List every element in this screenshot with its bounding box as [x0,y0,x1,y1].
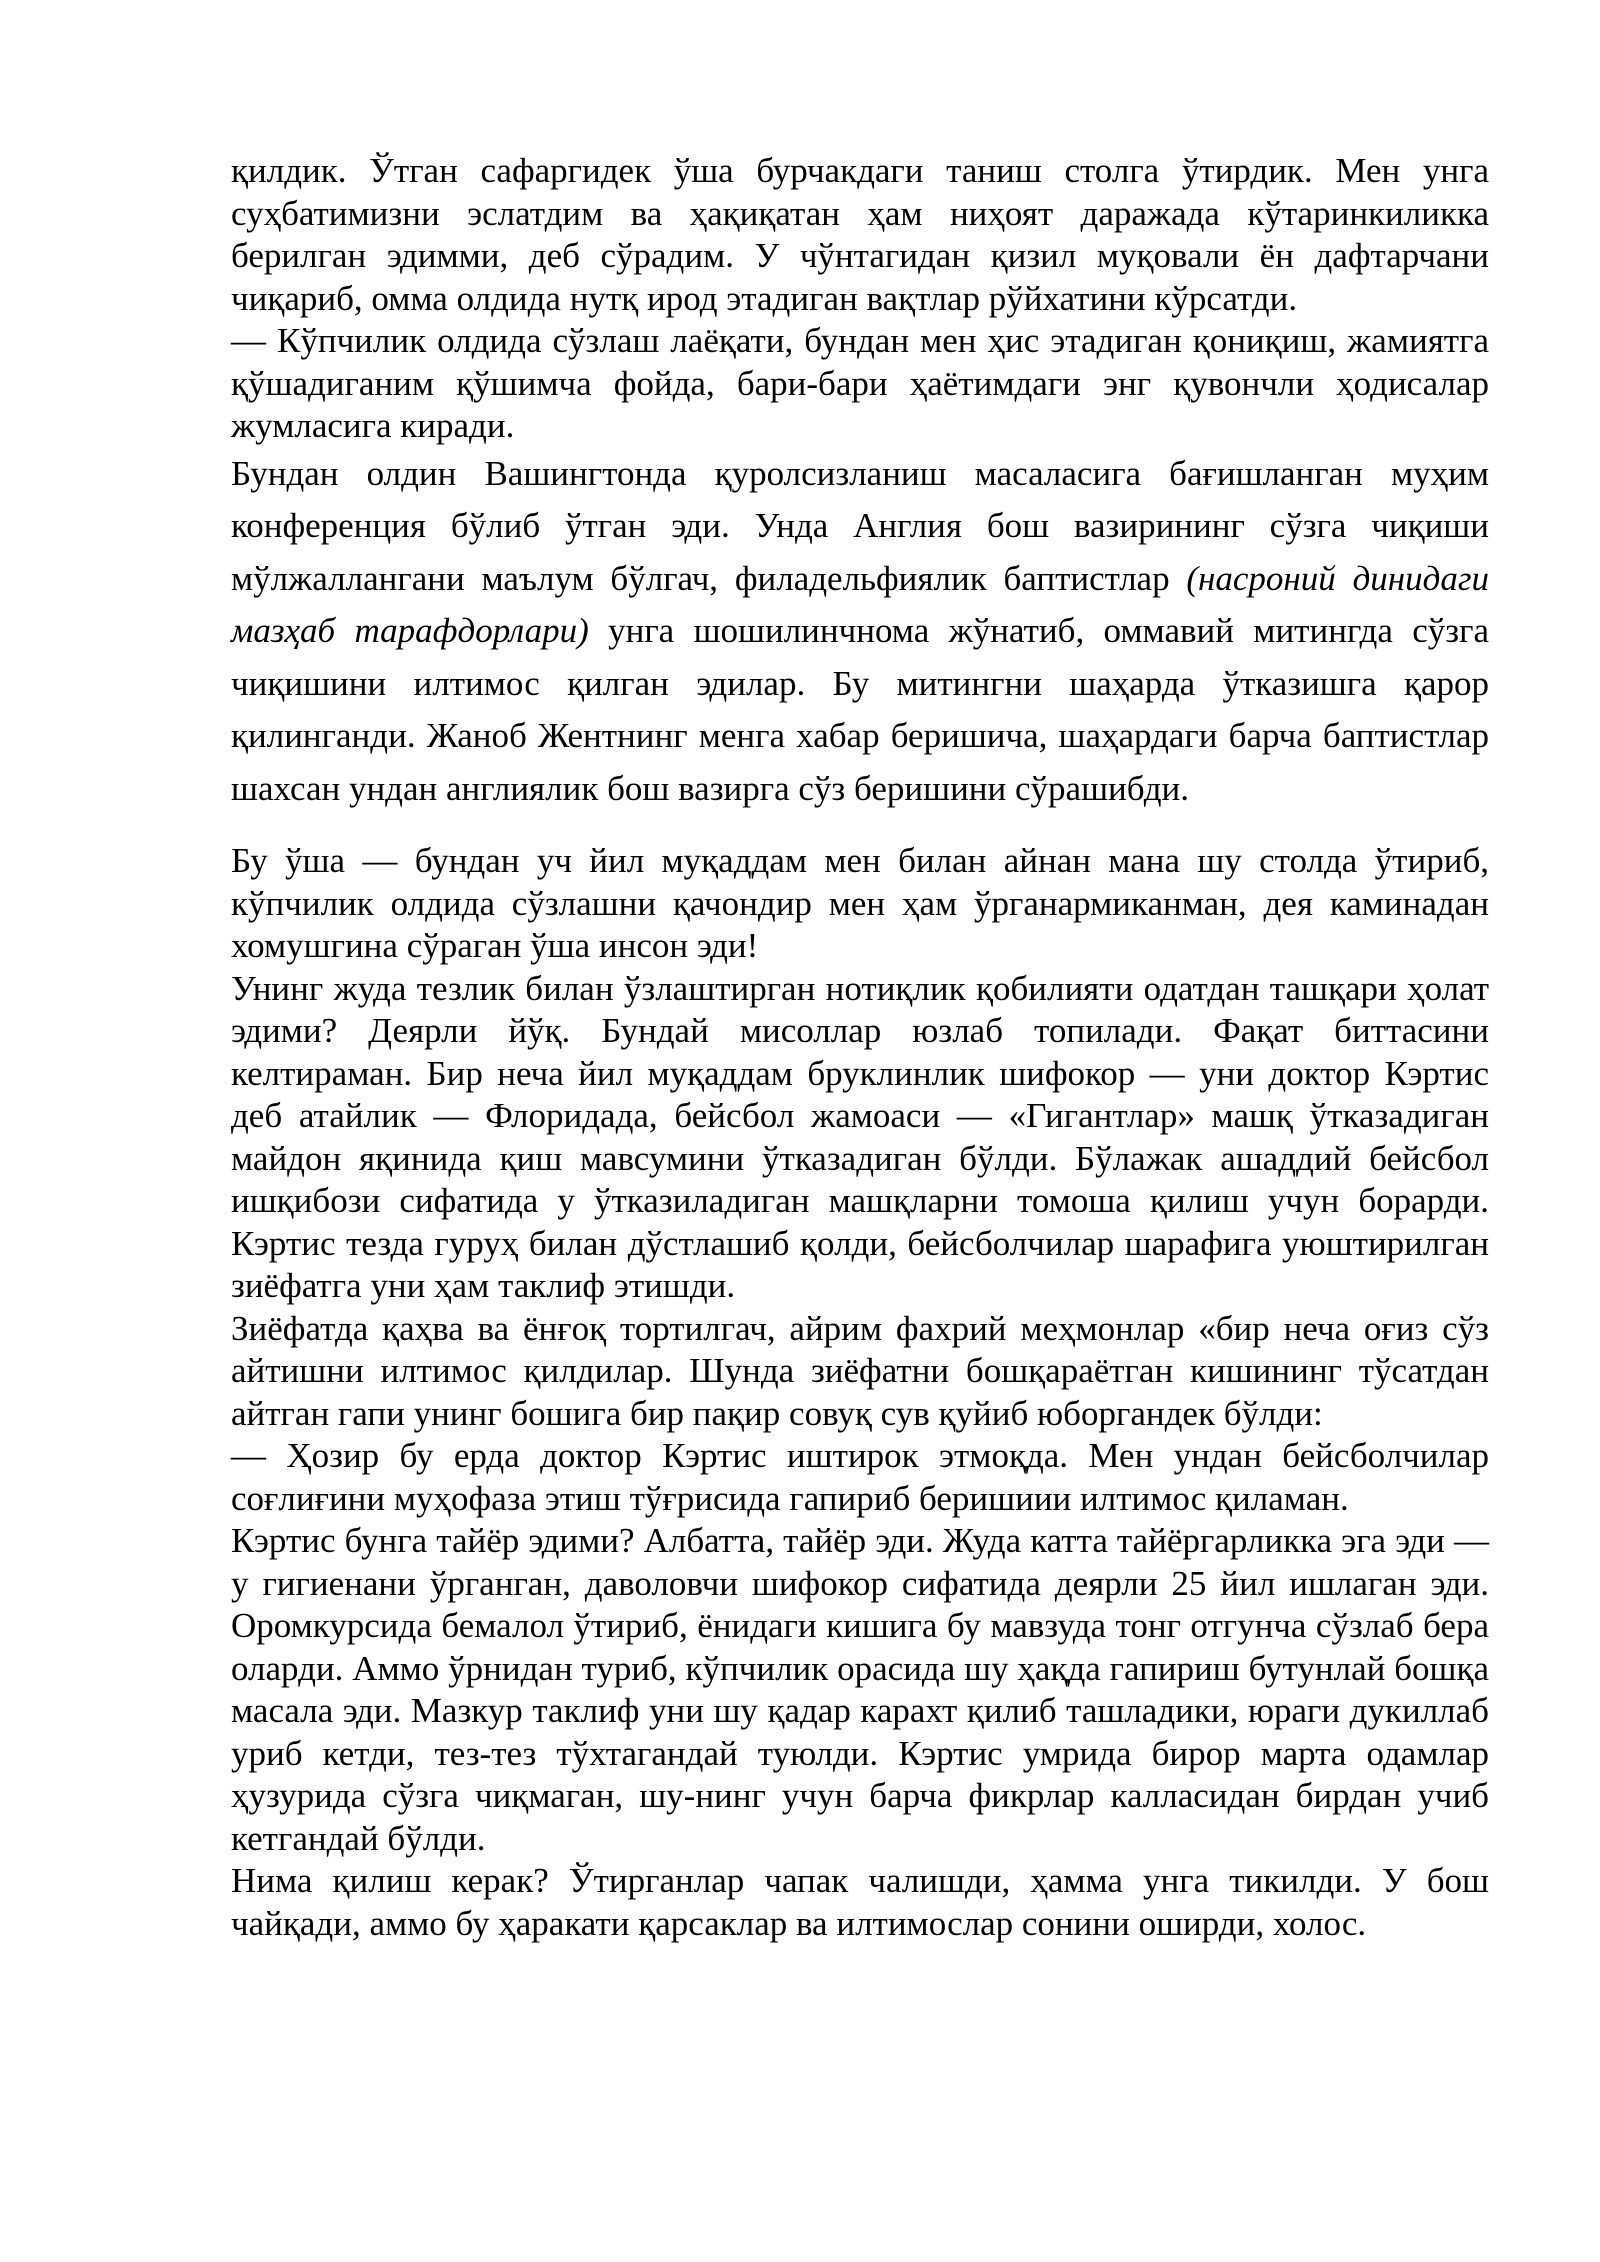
paragraph: Кэртис бунга тайёр эдими? Албатта, тайёр эди. Жуда катта тайёргарликка эга эди — у гигиенани ўрганган, даволовчи шифокор сифатида деярли 25 йил ишлаган эди. Оромкурсида бемалол ўтириб, ёнидаги кишига бу мавзуда тонг отгунча сўзлаб бера оларди. Аммо ўрнидан туриб, кўпчилик орасида шу ҳақда гапириш бутунлай бошқа масала эди. Мазкур таклиф уни шу қадар карахт қилиб ташладики, юраги дукиллаб уриб кетди, тез-тез тўхтагандай туюлди. Кэртис умрида бирор марта одамлар ҳузурида сўзга чиқмаган, шу-нинг учун барча фикрлар калласидан бирдан учиб кетгандай бўлди. [231,1521,1489,1858]
paragraph-gap [231,815,1489,840]
paragraph: қилдик. Ўтган сафаргидек ўша бурчакдаги таниш столга ўтирдик. Мен унга суҳбатимизни эслатдим ва ҳақиқатан ҳам ниҳоят даражада кўтаринкиликка берилган эдимми, деб сўрадим. У чўнтагидан қизил муқовали ён дафтарчани чиқариб, омма олдида нутқ ирод этадиган вақтлар рўйхатини кўрсатди. [231,151,1489,318]
paragraph: — Кўпчилик олдида сўзлаш лаёқати, бундан мен ҳис этадиган қониқиш, жамиятга қўшадиганим қўшимча фойда, бари-бари ҳаётимдаги энг қувончли ҳодисалар жумласига киради. [231,321,1489,445]
paragraph: Нима қилиш керак? Ўтирганлар чапак чалишди, ҳамма унга тикилди. У бош чайқади, аммо бу ҳаракати қарсаклар ва илтимослар сонини оширди, холос. [231,1861,1489,1943]
paragraph-text: Бундан олдин Вашингтонда қуролсизланиш масаласига бағишланган муҳим конференция бўлиб ўтган эди. Унда Англия бош вазирининг сўзга чиқиши мўлжаллангани маълум бўлгач, филадельфиялик баптистлар [231,453,1489,598]
paragraph: Бу ўша — бундан уч йил муқаддам мен билан айнан мана шу столда ўтириб, кўпчилик олдида сўзлашни қачондир мен ҳам ўрганармиканман, дея каминадан хомушгина сўраган ўша инсон эди! [231,841,1489,965]
document-page [231,150,1489,1945]
paragraph-text: унга шошилинчнома жўнатиб, оммавий митингда сўзга чиқишини илтимос қилган эдилар. Бу митингни шаҳарда ўтказишга қарор қилинганди. Жаноб Жентнинг менга хабар беришича, шаҳардаги барча баптистлар шахсан ундан англиялик бош вазирга сўз беришини сўрашибди. [231,611,1489,808]
paragraph: — Ҳозир бу ерда доктор Кэртис иштирок этмоқда. Мен ундан бейсболчилар соғлиғини муҳофаза этиш тўғрисида гапириб беришиии илтимос қиламан. [231,1436,1489,1518]
paragraph: Зиёфатда қаҳва ва ёнғоқ тортилгач, айрим фахрий меҳмонлар «бир неча оғиз сўз айтишни илтимос қилдилар. Шунда зиёфатни бошқараётган кишининг тўсатдан айтган гапи унинг бошига бир пақир совуқ сув қуйиб юборгандек бўлди: [231,1308,1489,1433]
paragraph: Унинг жуда тезлик билан ўзлаштирган нотиқлик қобилияти одатдан ташқари ҳолат эдими? Деярли йўқ. Бундай мисоллар юзлаб топилади. Фақат биттасини келтираман. Бир неча йил муқаддам бруклинлик шифокор — уни доктор Кэртис деб атайлик — Флоридада, бейсбол жамоаси — «Гигантлар» машқ ўтказадиган майдон яқинида қиш мавсумини ўтказадиган бўлди. Бўлажак ашаддий бейсбол ишқибози сифатида у ўтказиладиган машқларни томоша қилиш учун борарди. Кэртис тезда гуруҳ билан дўстлашиб қолди, бейсболчилар шарафига уюштирилган зиёфатга уни ҳам таклиф этишди. [231,968,1489,1305]
italic-note: (насроний динидаги мазҳаб тарафдорлари) [231,558,1489,650]
paragraph-block [231,448,1489,816]
paragraph [231,448,1489,816]
